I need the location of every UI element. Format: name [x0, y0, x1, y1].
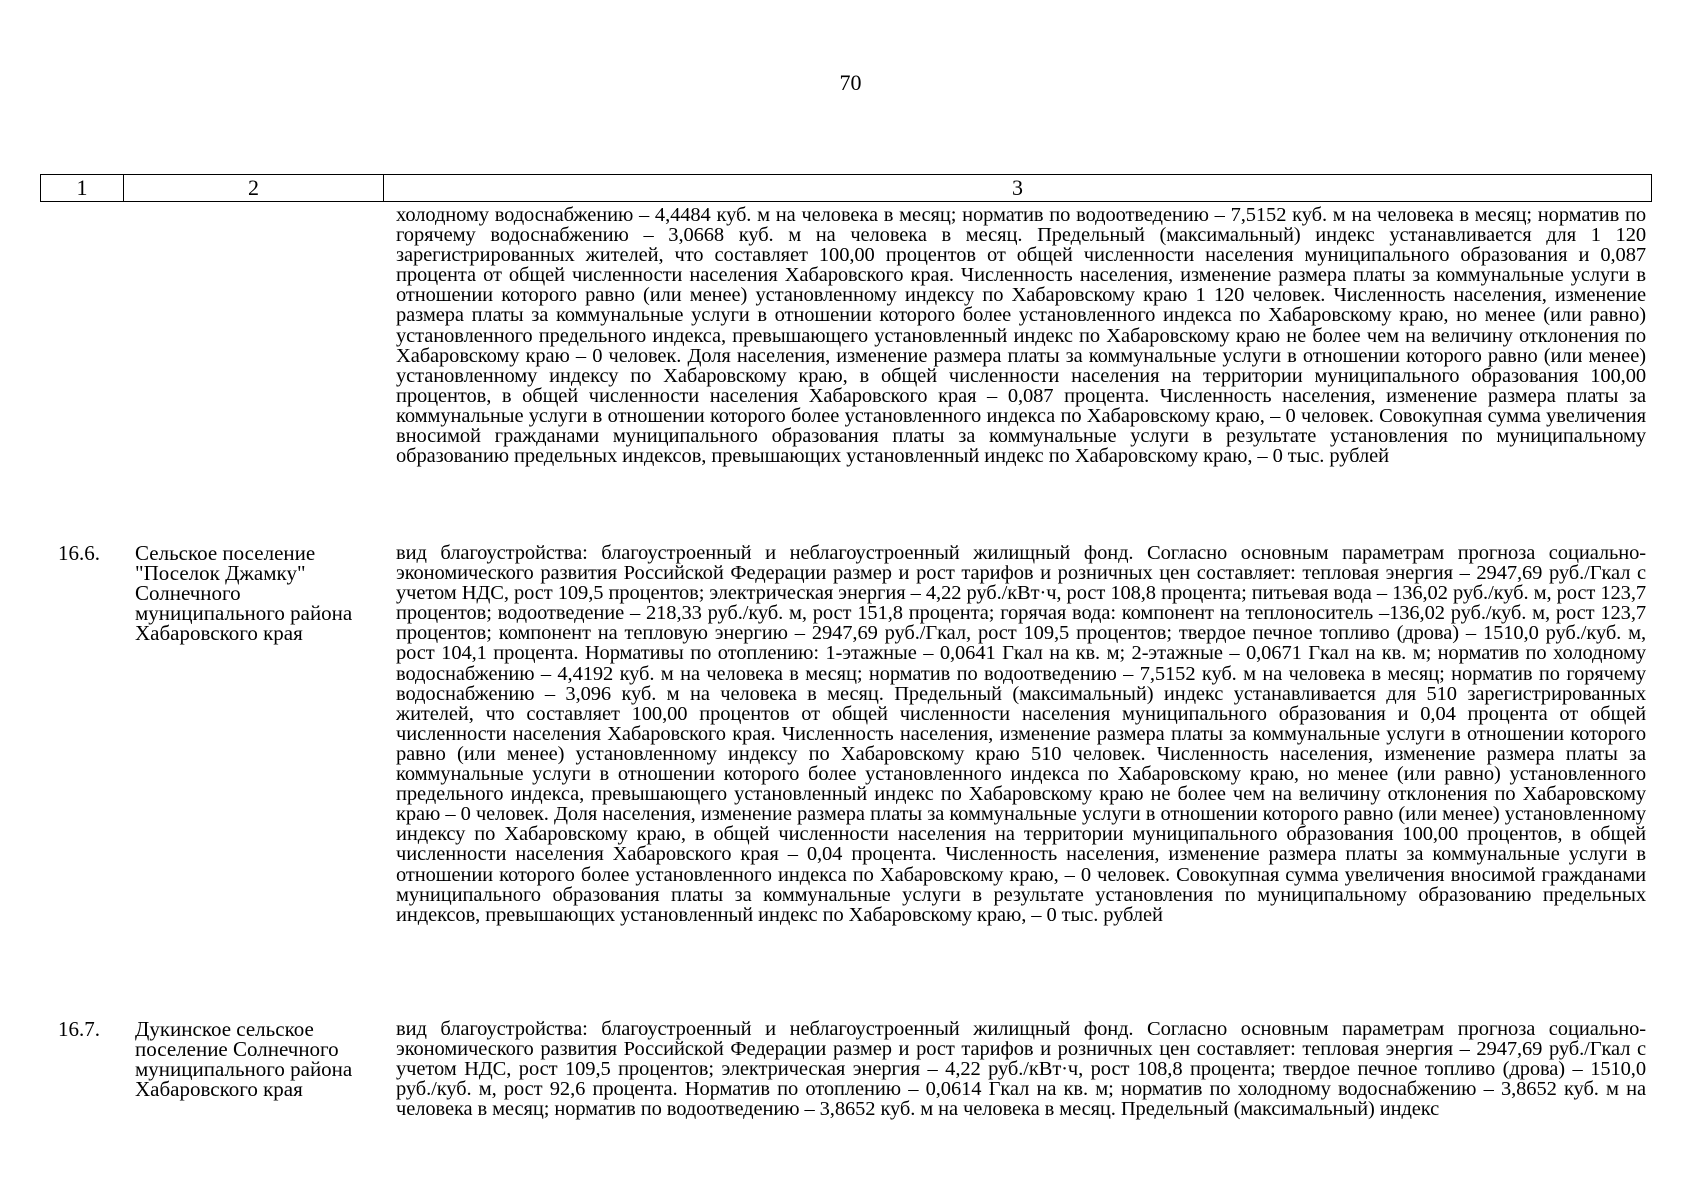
row-description: холодному водоснабжению – 4,4484 куб. м на человека в месяц; норматив по водоотведению – 7,5152 куб. м на человека в месяц; норматив по горячему водоснабжению – 3,0668 куб. м на человека в месяц. Предельный (максимальный) индекс устанавливается для 1 120 зарегистрированных жителей, что составляет 100,00 процентов от общей численности населения муниципального образования и 0,087 процента от общей численности населения Хабаровского края. Численность населения, изменение размера платы за коммунальные услуги в отношении которого равно (или менее) установленному индексу по Хабаровскому краю 1 120 человек. Численность населения, изменение размера платы за коммунальные услуги в отношении которого более установленного индекса по Хабаровскому краю, но менее (или равно) установленного предельного индекса, превышающего установленный индекс по Хабаровскому краю не более чем на величину отклонения по Хабаровскому краю – 0 человек. Доля населения, изменение размера платы за коммунальные услуги в отношении которого равно (или менее) установленному индексу по Хабаровскому краю, в общей численности населения на территории муниципального образования 100,00 процентов, в общей численности населения Хабаровского края – 0,087 процента. Численность населения, изменение размера платы за коммунальные услуги в отношении которого более установленного индекса по Хабаровскому краю, – 0 человек. Совокупная сумма увеличения вносимой гражданами муниципального образования платы за коммунальные услуги в результате установления по муниципальному образованию предельных индексов, превышающих установленный индекс по Хабаровскому краю, – 0 тыс. рублей [396, 204, 1646, 468]
page-number: 70 [839, 70, 862, 95]
row-description: вид благоустройства: благоустроенный и неблагоустроенный жилищный фонд. Согласно основным параметрам прогноза социально-экономического развития Российской Федерации размер и рост тарифов и розничных цен составляет: тепловая энергия – 2947,69 руб./Гкал с учетом НДС, рост 109,5 процентов; электрическая энергия – 4,22 руб./кВт·ч, рост 108,8 процента; твердое печное топливо (дрова) – 1510,0 руб./куб. м, рост 92,6 процента. Норматив по отоплению – 0,0614 Гкал на кв. м; норматив по холодному водоснабжению – 3,8652 куб. м на человека в месяц; норматив по водоотведению – 3,8652 куб. м на человека в месяц. Предельный (максимальный) индекс [396, 1018, 1646, 1121]
row-municipality-name: Дукинское сельское поселение Солнечного муниципального района Хабаровского края [135, 1017, 353, 1101]
row-number: 16.7. [58, 1017, 100, 1041]
row-number: 16.6. [58, 541, 100, 565]
header-col-3: 3 [1012, 175, 1023, 200]
row-description: вид благоустройства: благоустроенный и неблагоустроенный жилищный фонд. Согласно основным параметрам прогноза социально-экономического развития Российской Федерации размер и рост тарифов и розничных цен составляет: тепловая энергия – 2947,69 руб./Гкал с учетом НДС, рост 109,5 процентов; электрическая энергия – 4,22 руб./кВт·ч, рост 108,8 процента; питьевая вода – 136,02 руб./куб. м, рост 123,7 процентов; водоотведение – 218,33 руб./куб. м, рост 151,8 процента; горячая вода: компонент на теплоноситель –136,02 руб./куб. м, рост 123,7 процентов; компонент на тепловую энергию – 2947,69 руб./Гкал, рост 109,5 процентов; твердое печное топливо (дрова) – 1510,0 руб./куб. м, рост 104,1 процента. Нормативы по отоплению: 1-этажные – 0,0641 Гкал на кв. м; 2-этажные – 0,0671 Гкал на кв. м; норматив по холодному водоснабжению – 4,4192 куб. м на человека в месяц; норматив по водоотведению – 7,5152 куб. м на человека в месяц; норматив по горячему водоснабжению – 3,096 куб. м на человека в месяц. Предельный (максимальный) индекс устанавливается для 510 зарегистрированных жителей, что составляет 100,00 процентов от общей численности населения муниципального образования и 0,04 процента от общей численности населения Хабаровского края. Численность населения, изменение размера платы за коммунальные услуги в отношении которого равно (или менее) установленному индексу по Хабаровскому краю 510 человек. Численность населения, изменение размера платы за коммунальные услуги в отношении которого более установленного индекса по Хабаровскому краю, но менее (или равно) установленного предельного индекса, превышающего установленный индекс по Хабаровскому краю не более чем на величину отклонения по Хабаровскому краю – 0 человек. Доля населения, изменение размера платы за коммунальные услуги в отношении которого равно (или менее) установленному индексу по Хабаровскому краю, в общей численности населения на территории муниципального образования 100,00 процентов, в общей численности населения Хабаровского края – 0,04 процента. Численность населения, изменение размера платы за коммунальные услуги в отношении которого более установленного индекса по Хабаровскому краю, – 0 человек. Совокупная сумма увеличения вносимой гражданами муниципального образования платы за коммунальные услуги в результате установления по муниципальному образованию предельных индексов, превышающих установленный индекс по Хабаровскому краю, – 0 тыс. рублей [396, 542, 1646, 926]
table-header-row [40, 174, 1652, 202]
header-col-2: 2 [124, 175, 384, 201]
header-col-1: 1 [41, 175, 124, 201]
row-municipality-name: Сельское поселение "Поселок Джамку" Солнечного муниципального района Хабаровского края [135, 541, 353, 645]
